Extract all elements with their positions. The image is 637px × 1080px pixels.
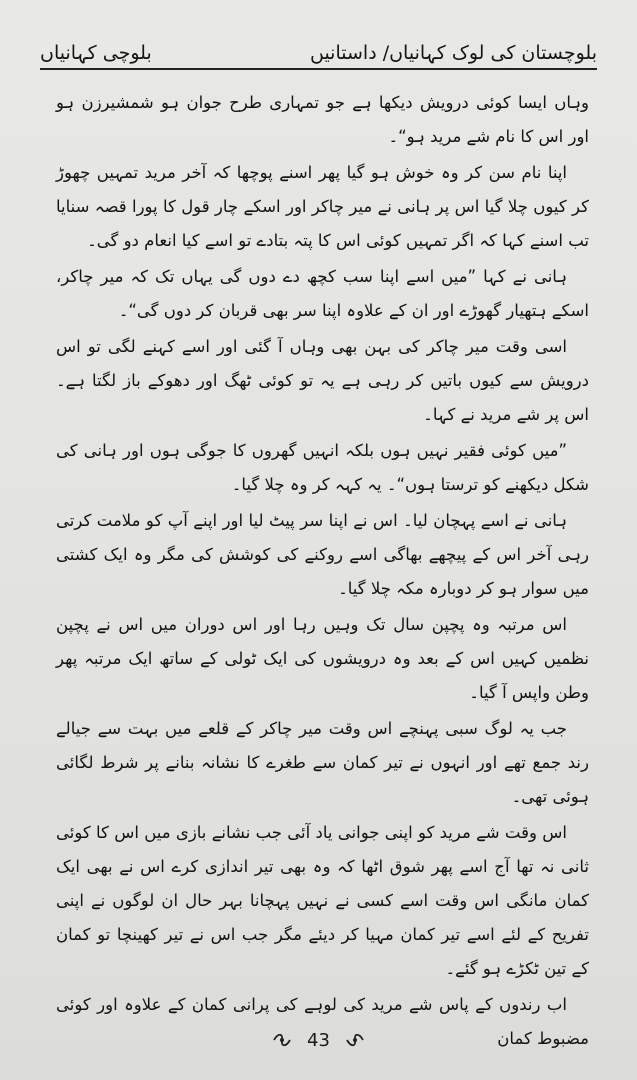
paragraph: اس مرتبہ وہ پچپن سال تک وہیں رہا اور اس دوران میں اس نے پچپن نظمیں کہیں اس کے بعد وہ درویشوں کی ایک ٹولی کے ساتھ ایک مرتبہ پھر وطن واپس آ گیا۔ bbox=[56, 615, 589, 702]
paragraph: ”میں کوئی فقیر نہیں ہوں بلکہ انہیں گھروں کا جوگی ہوں اور ہانی کی شکل دیکھنے کو ترستا ہوں“۔ یہ کہہ کر وہ چلا گیا۔ bbox=[56, 441, 589, 494]
header-rule bbox=[40, 68, 597, 70]
page-body bbox=[56, 86, 589, 1058]
book-title: بلوچستان کی لوک کہانیاں/ داستانیں bbox=[309, 42, 597, 64]
page-footer bbox=[0, 1025, 637, 1055]
page-header bbox=[40, 30, 597, 64]
paragraph: ہانی نے اسے پہچان لیا۔ اس نے اپنا سر پیٹ لیا اور اپنے آپ کو ملامت کرتی رہی آخر اس کے پیچھے بھاگی اسے روکنے کی کوشش کی مگر وہ ایک کشتی میں سوار ہو کر دوبارہ مکہ چلا گیا۔ bbox=[56, 511, 589, 598]
paragraph: جب یہ لوگ سبی پہنچے اس وقت میر چاکر کے قلعے میں بہت سے جیالے رند جمع تھے اور انہوں نے تیر کمان سے طغرے کا نشانہ بنانے پر شرط لگائی ہوئی تھی۔ bbox=[56, 719, 589, 806]
paragraph: اپنا نام سن کر وہ خوش ہو گیا پھر اسنے پوچھا کہ آخر مرید تمہیں چھوڑ کر کیوں چلا گیا اس پر ہانی نے میر چاکر اور اسکے چار قول کا پورا قصہ سنایا تب اسنے کہا کہ اگر تمہیں کوئی اس کا پتہ بتادے تو اسے کیا انعام دو گی۔ bbox=[56, 163, 589, 250]
paragraph: وہاں ایسا کوئی درویش دیکھا ہے جو تمہاری طرح جوان ہو شمشیرزن ہو اور اس کا نام شے مرید ہو“۔ bbox=[56, 93, 589, 146]
paragraph: اس وقت شے مرید کو اپنی جوانی یاد آئی جب نشانے بازی میں اس کا کوئی ثانی نہ تھا آج اسے پھر شوق اٹھا کہ وہ بھی تیر اندازی کرے اس نے بھی ایک کمان مانگی اس وقت اسے کسی نے نہیں پہچانا بہر حال ان لوگوں نے اپنی تفریح کے لئے اسے تیر کمان مہیا کر دیئے مگر جب اس نے تیر کھینچا تو کمان کے تین ٹکڑے ہو گئے۔ bbox=[56, 823, 589, 978]
paragraph: اب رندوں کے پاس شے مرید کی لوہے کی پرانی کمان کے علاوہ اور کوئی مضبوط کمان bbox=[56, 995, 589, 1048]
section-title: بلوچی کہانیاں bbox=[40, 42, 152, 64]
paragraph: اسی وقت میر چاکر کی بہن بھی وہاں آ گئی اور اسے کہنے لگی تو اس درویش سے کیوں باتیں کر رہی ہے یہ تو کوئی ٹھگ اور دھوکے باز لگتا ہے۔ اس پر شے مرید نے کہا۔ bbox=[56, 337, 589, 424]
flourish-icon bbox=[344, 1029, 366, 1051]
paragraph: ہانی نے کہا ”میں اسے اپنا سب کچھ دے دوں گی یہاں تک کہ میر چاکر، اسکے ہتھیار گھوڑے اور ان کے علاوہ اپنا سر بھی قربان کر دوں گی“۔ bbox=[56, 267, 589, 320]
flourish-icon bbox=[271, 1029, 293, 1051]
page-number: 43 bbox=[307, 1029, 330, 1051]
